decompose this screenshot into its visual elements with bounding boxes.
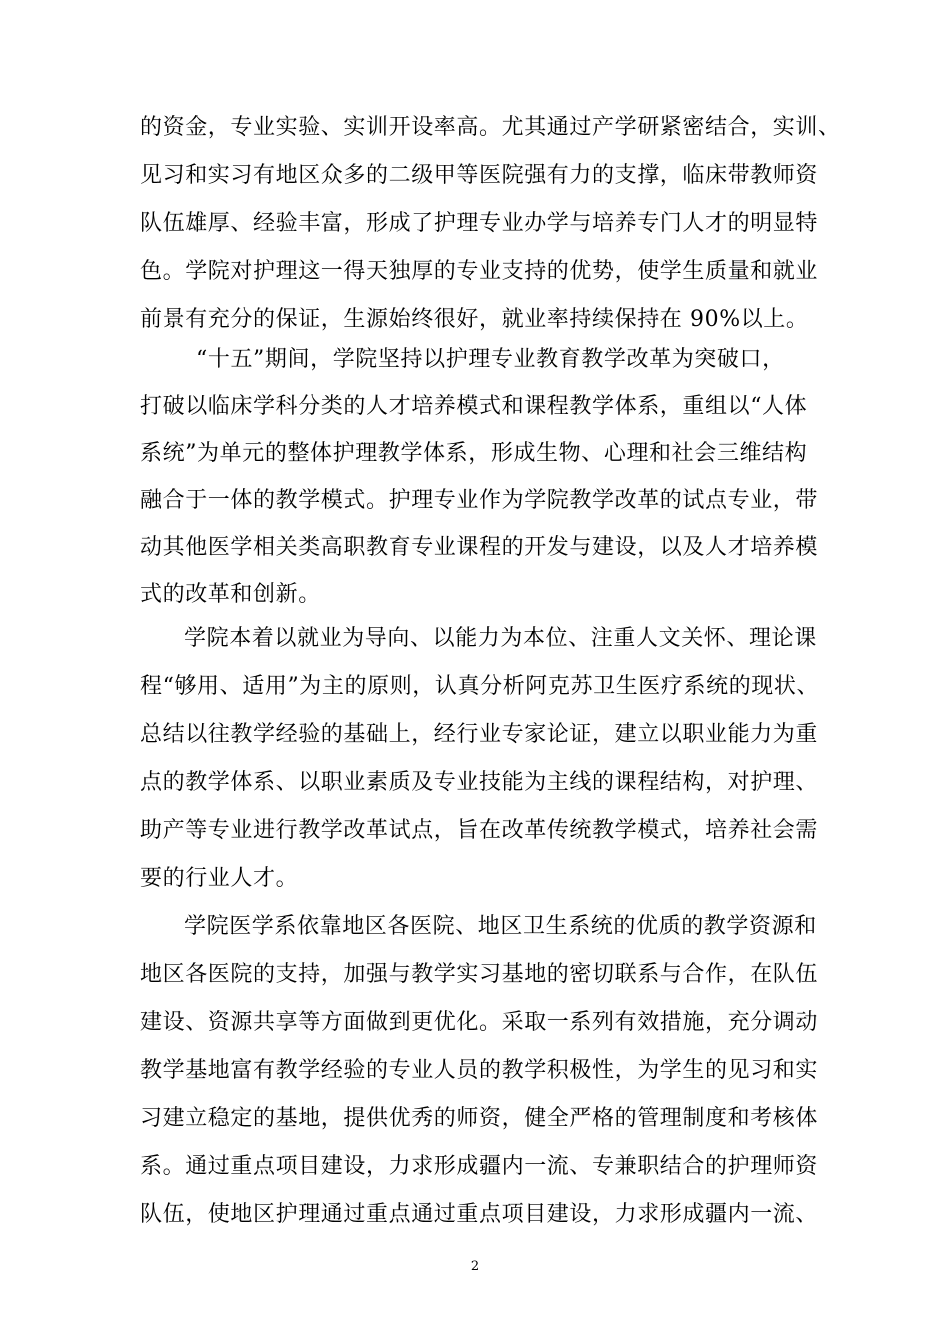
text-line: 地区各医院的支持，加强与教学实习基地的密切联系与合作，在队伍 [140,962,819,987]
text-line: “十五”期间，学院坚持以护理专业教育教学改革为突破口， [196,347,785,372]
text-line: 助产等专业进行教学改革试点，旨在改革传统教学模式，培养社会需 [140,818,819,843]
text-line: 动其他医学相关类高职教育专业课程的开发与建设，以及人才培养模 [140,535,819,560]
text-line: 学院本着以就业为导向、以能力为本位、注重人文关怀、理论课 [184,626,817,651]
text-line: 系。通过重点项目建设，力求形成疆内一流、专兼职结合的护理师资 [140,1154,819,1179]
text-line: 习建立稳定的基地，提供优秀的师资，健全严格的管理制度和考核体 [140,1106,819,1131]
text-line: 要的行业人才。 [140,866,299,891]
text-line: 建设、资源共享等方面做到更优化。采取一系列有效措施，充分调动 [140,1010,819,1035]
text-line: 教学基地富有教学经验的专业人员的教学积极性，为学生的见习和实 [140,1058,819,1083]
text-line: 队伍雄厚、经验丰富，形成了护理专业办学与培养专门人才的明显特 [140,211,819,236]
text-line: 融合于一体的教学模式。护理专业作为学院教学改革的试点专业，带 [140,488,819,513]
text-line: 式的改革和创新。 [140,582,321,607]
text-line: 打破以临床学科分类的人才培养模式和课程教学体系，重组以“人体 [140,394,808,419]
text-line: 队伍，使地区护理通过重点通过重点项目建设，力求形成疆内一流、 [140,1202,819,1227]
text-line: 程“够用、适用”为主的原则，认真分析阿克苏卫生医疗系统的现状、 [140,674,820,699]
text-line: 色。学院对护理这一得天独厚的专业支持的优势，使学生质量和就业 [140,259,819,284]
text-line: 见习和实习有地区众多的二级甲等医院强有力的支撑，临床带教师资 [140,163,819,188]
text-line: 前景有充分的保证，生源始终很好，就业率持续保持在 90%以上。 [140,307,809,332]
text-line: 学院医学系依靠地区各医院、地区卫生系统的优质的教学资源和 [184,914,817,939]
text-line: 点的教学体系、以职业素质及专业技能为主线的课程结构，对护理、 [140,770,819,795]
text-line: 总结以往教学经验的基础上，经行业专家论证，建立以职业能力为重 [140,722,819,747]
text-line: 的资金，专业实验、实训开设率高。尤其通过产学研紧密结合，实训、 [140,115,841,140]
text-line: 系统”为单元的整体护理教学体系，形成生物、心理和社会三维结构 [140,441,808,466]
page-number: 2 [470,1259,480,1274]
